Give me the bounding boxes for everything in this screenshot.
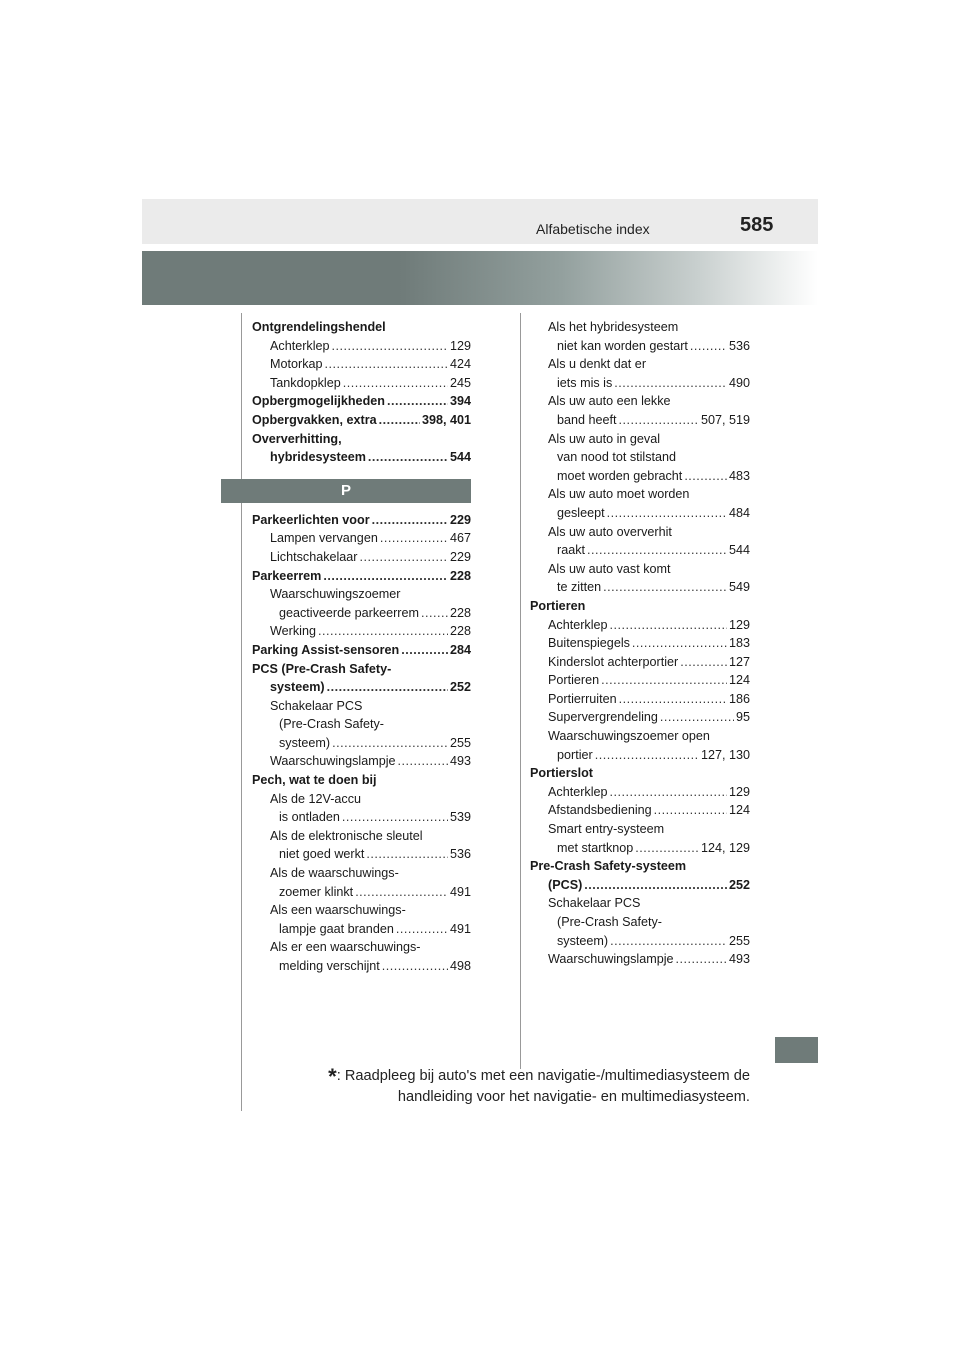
index-entry-page: 493 [728, 952, 750, 967]
dot-leader [690, 337, 727, 356]
index-entry [252, 448, 471, 467]
index-entry-text: Pech, wat te doen bij [252, 773, 377, 788]
index-column-left [252, 318, 471, 976]
index-entry-text: Waarschuwingszoemer [270, 587, 401, 602]
index-entry-text: Lampen vervangen [270, 531, 378, 546]
index-entry-text: Schakelaar PCS [270, 698, 363, 713]
index-entry-text: Kinderslot achterportier [548, 654, 679, 669]
index-entry-page: 245 [449, 375, 471, 390]
index-entry-text: Achterklep [270, 338, 330, 353]
index-entry-text: Als uw auto vast komt [548, 561, 671, 576]
dot-leader [619, 411, 699, 430]
index-entry [252, 622, 471, 641]
index-entry-page: 493 [449, 754, 471, 769]
index-entry-text: Waarschuwingszoemer open [548, 729, 710, 744]
dot-leader [379, 411, 420, 430]
index-column-right [530, 318, 750, 969]
index-entry [530, 597, 750, 616]
index-entry-page: 252 [728, 877, 750, 892]
index-entry-text: (PCS) [548, 877, 583, 892]
dot-leader [601, 671, 727, 690]
index-entry-text: raakt [557, 543, 585, 558]
dot-leader [332, 734, 448, 753]
dot-leader [327, 678, 448, 697]
index-entry-text: Parkeerrem [252, 568, 322, 583]
header-bar [142, 199, 818, 244]
dot-leader [610, 932, 727, 951]
dot-leader [323, 567, 448, 586]
dot-leader [614, 374, 727, 393]
index-entry [530, 392, 750, 411]
index-entry [252, 752, 471, 771]
index-entry-text: moet worden gebracht [557, 468, 683, 483]
index-entry [252, 790, 471, 809]
index-entry-text: Portieren [548, 673, 600, 688]
index-entry [530, 634, 750, 653]
index-entry [252, 808, 471, 827]
index-entry [252, 678, 471, 697]
index-entry [252, 567, 471, 586]
index-entry-page: 539 [449, 810, 471, 825]
index-entry [530, 690, 750, 709]
index-entry-text: Portierruiten [548, 691, 617, 706]
index-entry-page: 398, 401 [421, 412, 471, 427]
index-entry-page: 490 [728, 375, 750, 390]
index-entry-text: niet goed werkt [279, 847, 365, 862]
index-entry [530, 523, 750, 542]
index-entry-text: Werking [270, 624, 316, 639]
index-entry [252, 715, 471, 734]
index-entry-page: 228 [449, 568, 471, 583]
index-entry [530, 746, 750, 765]
footnote-line-2: handleiding voor het navigatie- en multimediasysteem. [397, 1089, 750, 1105]
index-entry [252, 374, 471, 393]
index-entry-text: Als uw auto moet worden [548, 487, 690, 502]
dot-leader [360, 548, 448, 567]
index-entry [530, 374, 750, 393]
index-entry-page: 124, 129 [700, 840, 750, 855]
index-entry-text: niet kan worden gestart [557, 338, 688, 353]
index-entry-text: Afstandsbediening [548, 803, 652, 818]
footnote-line-1: : Raadpleeg bij auto's met een navigatie-/multimediasysteem de [336, 1068, 750, 1084]
dot-leader [325, 355, 448, 374]
dot-leader [603, 578, 727, 597]
dot-leader [387, 392, 448, 411]
index-entry [530, 820, 750, 839]
index-entry-text: Als uw auto oververhit [548, 524, 672, 539]
index-entry-text: Waarschuwingslampje [548, 952, 674, 967]
index-entry [530, 801, 750, 820]
index-list-after [252, 511, 471, 976]
index-entry-text: geactiveerde parkeerrem [279, 605, 420, 620]
index-entry-page: 284 [449, 642, 471, 657]
index-entry [530, 894, 750, 913]
index-entry-text: Als een waarschuwings- [270, 903, 406, 918]
index-entry-page: 491 [449, 921, 471, 936]
index-entry-text: Portieren [530, 598, 586, 613]
index-entry-text: Als de 12V-accu [270, 791, 362, 806]
index-entry [252, 585, 471, 604]
index-entry-text: Lichtschakelaar [270, 549, 358, 564]
index-entry-text: Smart entry-systeem [548, 822, 665, 837]
index-entry [252, 529, 471, 548]
index-entry-text: Parking Assist-sensoren [252, 642, 400, 657]
index-entry-text: melding verschijnt [279, 959, 380, 973]
index-entry-page: 544 [449, 450, 471, 465]
index-entry-page: 536 [449, 847, 471, 862]
index-entry [530, 355, 750, 374]
index-entry-page: 252 [449, 680, 471, 695]
index-entry-page: 95 [735, 710, 750, 725]
index-entry-page: 124 [728, 673, 750, 688]
index-entry-page: 228 [449, 605, 471, 620]
index-entry [252, 771, 471, 790]
dot-leader [607, 504, 727, 523]
index-entry [252, 957, 471, 976]
dot-leader [366, 845, 448, 864]
dot-leader [660, 708, 734, 727]
index-entry-text: Achterklep [548, 784, 608, 799]
index-entry-text: Als uw auto een lekke [548, 394, 671, 409]
index-entry-text: Als het hybridesysteem [548, 320, 679, 334]
dot-leader [368, 448, 448, 467]
chapter-banner [142, 251, 818, 305]
dot-leader [619, 690, 727, 709]
index-entry-text: systeem) [279, 735, 331, 750]
index-entry [530, 504, 750, 523]
index-entry-text: Supervergrendeling [548, 710, 658, 725]
index-entry-text: PCS (Pre-Crash Safety- [252, 661, 392, 676]
index-entry [530, 578, 750, 597]
dot-leader [676, 950, 727, 969]
index-entry-page: 484 [728, 505, 750, 520]
index-entry-page: 424 [449, 357, 471, 372]
dot-leader [396, 920, 448, 939]
index-entry-text: portier [557, 747, 593, 762]
index-entry [530, 560, 750, 579]
index-entry-page: 491 [449, 884, 471, 899]
index-entry [530, 839, 750, 858]
index-entry [252, 697, 471, 716]
page-title: Alfabetische index [536, 221, 650, 237]
index-entry-text: Buitenspiegels [548, 636, 630, 651]
index-entry-text: Motorkap [270, 357, 323, 372]
index-entry [252, 660, 471, 679]
dot-leader [632, 634, 727, 653]
index-entry-text: iets mis is [557, 375, 613, 390]
index-entry-page: 498 [449, 959, 471, 973]
index-entry-text: Opbergmogelijkheden [252, 394, 385, 409]
index-entry-text: zoemer klinkt [279, 884, 354, 899]
index-entry-text: systeem) [557, 933, 609, 948]
index-entry [252, 337, 471, 356]
index-entry-text: gesleept [557, 505, 605, 520]
index-entry [252, 511, 471, 530]
index-entry-text: hybridesysteem [270, 450, 366, 465]
dot-leader [382, 957, 448, 976]
index-entry-text: van nood tot stilstand [557, 450, 677, 465]
index-entry-text: met startknop [557, 840, 634, 855]
dot-leader [587, 541, 727, 560]
section-letter-bar: P [221, 479, 471, 503]
index-entry [252, 883, 471, 902]
dot-leader [680, 653, 727, 672]
dot-leader [635, 839, 699, 858]
dot-leader [610, 783, 727, 802]
dot-leader [684, 467, 727, 486]
dot-leader [398, 752, 448, 771]
index-entry [252, 845, 471, 864]
index-entry [530, 430, 750, 449]
index-entry-page: 483 [728, 468, 750, 483]
dot-leader [355, 883, 448, 902]
index-entry-text: (Pre-Crash Safety- [557, 915, 662, 929]
index-entry [530, 671, 750, 690]
index-entry-text: Als de waarschuwings- [270, 866, 399, 881]
index-entry [530, 857, 750, 876]
index-entry-text: systeem) [270, 680, 325, 695]
chapter-side-tab [775, 1037, 818, 1063]
index-list-before [252, 318, 471, 467]
index-entry-text: Als uw auto in geval [548, 431, 661, 446]
dot-leader [343, 374, 448, 393]
index-entry [530, 467, 750, 486]
dot-leader [332, 337, 448, 356]
column-divider [520, 313, 521, 1069]
index-entry-text: Tankdopklep [270, 375, 341, 390]
index-entry-text: Pre-Crash Safety-systeem [530, 859, 687, 874]
index-entry [530, 411, 750, 430]
dot-leader [318, 622, 448, 641]
index-entry-text: Portierslot [530, 766, 593, 781]
index-entry-page: 127 [728, 654, 750, 669]
index-entry-page: 549 [728, 580, 750, 595]
footnote [300, 1066, 750, 1107]
index-entry-text: lampje gaat branden [279, 921, 394, 936]
index-entry [530, 727, 750, 746]
index-entry [530, 448, 750, 467]
index-entry-text: Als u denkt dat er [548, 357, 647, 372]
index-entry-text: Opbergvakken, extra [252, 412, 377, 427]
index-entry-page: 228 [449, 624, 471, 639]
left-margin-rule [241, 313, 242, 1111]
index-list-right [530, 318, 750, 969]
index-entry [530, 913, 750, 932]
dot-leader [610, 616, 727, 635]
index-entry [530, 708, 750, 727]
index-entry-page: 467 [449, 531, 471, 546]
index-entry-page: 229 [449, 512, 471, 527]
index-entry-text: (Pre-Crash Safety- [279, 717, 384, 732]
index-entry [252, 604, 471, 623]
index-entry [252, 430, 471, 449]
index-entry [530, 318, 750, 337]
index-entry [530, 932, 750, 951]
dot-leader [401, 641, 448, 660]
dot-leader [380, 529, 448, 548]
index-entry-page: 255 [728, 933, 750, 948]
index-entry-page: 229 [449, 549, 471, 564]
page-number: 585 [740, 214, 774, 236]
index-entry [530, 337, 750, 356]
index-entry [252, 734, 471, 753]
dot-leader [372, 511, 448, 530]
index-entry [252, 920, 471, 939]
index-entry [530, 485, 750, 504]
index-entry [530, 541, 750, 560]
dot-leader [584, 876, 727, 895]
index-entry [252, 355, 471, 374]
index-entry-page: 394 [449, 394, 471, 409]
index-entry-text: Ontgrendelingshendel [252, 320, 386, 334]
index-entry-page: 129 [728, 617, 750, 632]
index-entry [252, 864, 471, 883]
index-entry-page: 186 [728, 691, 750, 706]
index-entry [530, 950, 750, 969]
index-entry-page: 544 [728, 543, 750, 558]
index-entry-page: 507, 519 [700, 412, 750, 427]
index-entry [530, 653, 750, 672]
index-entry-page: 124 [728, 803, 750, 818]
index-entry [252, 938, 471, 957]
index-entry-text: Als er een waarschuwings- [270, 940, 421, 955]
dot-leader [421, 604, 448, 623]
index-entry-page: 536 [728, 338, 750, 353]
index-entry-text: band heeft [557, 412, 617, 427]
index-entry-page: 129 [449, 338, 471, 353]
index-entry-text: Schakelaar PCS [548, 896, 641, 911]
index-entry [252, 827, 471, 846]
index-entry-text: is ontladen [279, 810, 340, 825]
index-entry [252, 411, 471, 430]
index-entry [252, 901, 471, 920]
index-entry-page: 255 [449, 735, 471, 750]
index-entry [530, 876, 750, 895]
index-entry-text: Achterklep [548, 617, 608, 632]
index-entry [530, 616, 750, 635]
index-entry-page: 129 [728, 784, 750, 799]
index-entry-page: 127, 130 [700, 747, 750, 762]
index-entry [530, 783, 750, 802]
footnote-marker: * [328, 1064, 337, 1089]
index-entry [252, 392, 471, 411]
index-entry-text: te zitten [557, 580, 602, 595]
index-entry-text: Als de elektronische sleutel [270, 828, 423, 843]
index-entry [252, 641, 471, 660]
index-entry [530, 764, 750, 783]
dot-leader [595, 746, 699, 765]
index-entry-page: 183 [728, 636, 750, 651]
index-entry-text: Parkeerlichten voor [252, 512, 370, 527]
index-entry-text: Waarschuwingslampje [270, 754, 396, 769]
dot-leader [654, 801, 727, 820]
index-entry [252, 548, 471, 567]
index-entry [252, 318, 471, 337]
dot-leader [342, 808, 448, 827]
index-entry-text: Oververhitting, [252, 431, 342, 446]
